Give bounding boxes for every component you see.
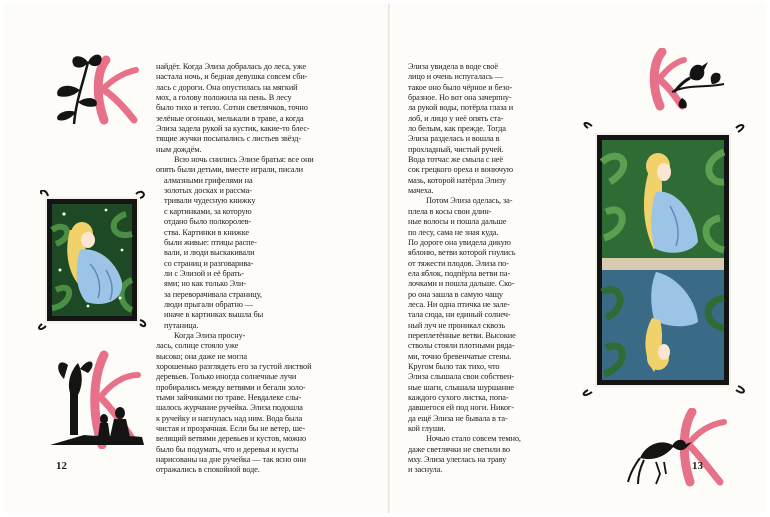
- text-line: лочками и пошла дальше. Ско-: [408, 279, 515, 289]
- text-line: хорошенько разглядеть его за густой листвой: [156, 361, 312, 371]
- text-line: велящий ветвями деревьев и кустов, можно: [156, 434, 307, 444]
- text-line: тривали чудесную книжку: [164, 196, 256, 206]
- text-line: пробирались между ветвями и бегали золо-: [156, 382, 306, 392]
- text-line: ло белым, как прежде. Тогда: [408, 124, 506, 134]
- text-line: лась, солнце стояло уже: [156, 341, 239, 351]
- text-line: ный луч не проникал сквозь: [408, 320, 505, 330]
- text-line: мох, а голову положила на пень. В лесу: [156, 93, 292, 103]
- text-line: настала ночь, и бедная девушка совсем сби-: [156, 72, 308, 82]
- text-line: от тяжести плодов. Элиза по-: [408, 258, 509, 268]
- text-line: Вода тотчас же смыла с неё: [408, 155, 503, 165]
- text-line: Элиза задела рукой за кустик, какие-то блес-: [156, 124, 310, 134]
- text-line: каждого сухого листка, попа-: [408, 393, 509, 402]
- text-line: ела яблок, подпёрла ветви па-: [408, 268, 511, 278]
- elisa-at-stream-picture: [580, 122, 748, 398]
- paragraph: [156, 155, 368, 331]
- text-line: прохладный, чистый ручей.: [408, 144, 504, 154]
- text-line: золотых досках и рассма-: [164, 186, 252, 196]
- bird-k-ornament-icon: [632, 48, 728, 112]
- paragraph: [408, 434, 568, 475]
- text-line: лоб, и лицо у неё опять ста-: [408, 113, 504, 123]
- text-line: иначе в картинках вышла бы: [164, 310, 264, 320]
- text-line: алмазными грифелями на: [164, 175, 253, 185]
- text-line: мазь, которой натёрла Элизу: [408, 175, 506, 185]
- text-line: с картинками, за которую: [164, 206, 252, 216]
- text-line: мху. Элиза улеглась на траву: [408, 455, 507, 465]
- text-line: со страниц и разговарива-: [164, 258, 254, 268]
- text-line: тящие жучки посыпались с листьев звёзд-: [156, 134, 302, 144]
- text-line: леса. Ни одна птичка не зале-: [408, 299, 510, 309]
- text-line: такое оно было чёрное и безо-: [408, 82, 513, 92]
- text-line: чистая и прозрачная. Если бы не ветер, ше-: [156, 424, 306, 434]
- page-number-right: 13: [692, 460, 703, 472]
- text-line: Всю ночь снились Элизе братья: все они: [174, 155, 314, 165]
- text-line: найдёт. Когда Элиза добралась до леса, уже: [156, 62, 306, 71]
- text-line: тыми зайчиками по траве. Невдалеке слы-: [156, 393, 302, 402]
- text-line: Кругом было так тихо, что: [408, 361, 500, 371]
- text-line: кой глуши.: [408, 424, 446, 434]
- text-line: вали, и люди выскакивали: [164, 248, 255, 258]
- text-line: деревьев. Только иногда солнечные лучи: [156, 372, 297, 382]
- text-line: стволы стояли плотными ряда-: [408, 341, 515, 351]
- text-line: было тихо и тепло. Сотни светлячков, точно: [156, 103, 308, 113]
- text-line: лась с дороги. Она опустилась на мягкий: [156, 82, 298, 92]
- paragraph: [408, 62, 568, 196]
- text-line: яблоню, ветви которой гнулись: [408, 248, 516, 258]
- text-line: да ещё Элиза не бывала в та-: [408, 413, 508, 423]
- right-page-text: [408, 62, 568, 476]
- text-line: По дороге она увидела дикую: [408, 237, 511, 247]
- text-line: Элиза увидела в воде своё: [408, 62, 498, 71]
- text-line: Ночью стало совсем темно,: [426, 434, 521, 444]
- sleeping-elisa-picture: [36, 190, 148, 330]
- text-line: ро она зашла в самую чащу: [408, 289, 503, 299]
- page-number-left: 12: [56, 460, 67, 472]
- text-line: к ручейку и нагнулась над ним. Вода была: [156, 413, 303, 423]
- text-line: высоко; она даже не могла: [156, 351, 247, 361]
- bird-k-ornament-bottom-icon: [626, 408, 730, 488]
- text-line: давшегося ей под ноги. Никог-: [408, 403, 514, 413]
- text-line: ным дождём.: [156, 144, 202, 154]
- text-line: опять были детьми, вместе играли, писали: [156, 165, 303, 175]
- flower-k-ornament-icon: [44, 50, 144, 126]
- text-line: и заснула.: [408, 465, 443, 475]
- text-line: было бы подумать, что и деревья и кусты: [156, 444, 299, 454]
- text-line: сок грецкого ореха и вонючую: [408, 165, 514, 175]
- text-line: бразное. Но вот она зачерпну-: [408, 93, 512, 103]
- text-line: ные шаги, слышала шуршание: [408, 382, 514, 392]
- text-line: отдано было полкоролев-: [164, 217, 252, 227]
- text-line: ями; но как только Эли-: [164, 279, 246, 289]
- text-line: были живые: птицы распе-: [164, 237, 257, 247]
- text-line: отражались в спокойной воде.: [156, 465, 260, 475]
- text-line: ли с Элизой и её брать-: [164, 268, 244, 278]
- text-line: зелёные огоньки, мелькали в траве, а когда: [156, 113, 304, 123]
- paragraph: [408, 196, 568, 434]
- text-line: по лесу, сама не зная куда.: [408, 227, 499, 237]
- text-line: Когда Элиза просну-: [174, 330, 246, 340]
- text-line: ные волосы и пошла дальше: [408, 217, 507, 227]
- text-line: лицо и очень испугалась —: [408, 72, 503, 82]
- paragraph: [156, 62, 368, 155]
- text-line: переплетённые ветви. Высокие: [408, 330, 516, 340]
- text-line: нарисованы на дне ручейка — так ясно они: [156, 455, 306, 465]
- text-line: даже светлячки не светили во: [408, 444, 510, 454]
- text-line: плела в косы свои длин-: [408, 206, 492, 216]
- text-line: ла рукой воды, потёрла глаза и: [408, 103, 514, 113]
- book-spread: [4, 4, 766, 513]
- text-line: Элиза разделась и вошла в: [408, 134, 500, 144]
- text-line: тала сюда, ни единый солнеч-: [408, 310, 511, 320]
- text-line: путаница.: [164, 320, 199, 330]
- text-line: Потом Элиза оделась, за-: [426, 196, 513, 206]
- text-line: за переворачивала страницу,: [164, 289, 262, 299]
- silhouette-k-ornament-icon: [44, 349, 148, 449]
- text-line: мачеха.: [408, 186, 434, 196]
- text-line: ми, точно бревенчатые стены.: [408, 351, 512, 361]
- book-gutter: [388, 4, 390, 513]
- text-line: шалось журчание ручейка. Элиза подошла: [156, 403, 303, 413]
- paragraph: [156, 331, 368, 476]
- text-line: ства. Картинки в книжке: [164, 227, 249, 237]
- text-line: люди прыгали обратно —: [164, 299, 254, 309]
- text-line: Элиза слышала свои собствен-: [408, 372, 514, 382]
- left-page-text: [156, 62, 368, 476]
